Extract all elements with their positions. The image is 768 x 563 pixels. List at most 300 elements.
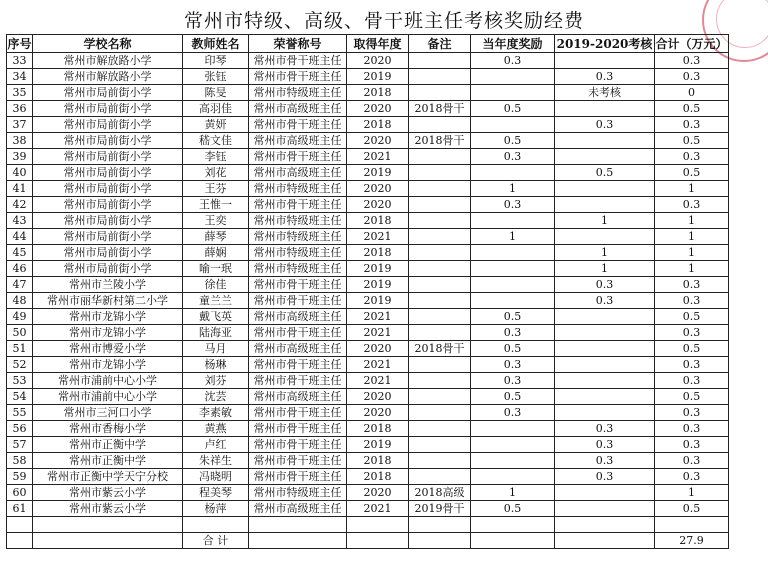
school-name: 常州市龙锦小学 <box>33 309 183 325</box>
assessment-2019-2020 <box>555 325 655 341</box>
table-row <box>7 117 729 133</box>
current-award <box>471 213 555 229</box>
award-year: 2018 <box>347 245 409 261</box>
current-award: 1 <box>471 229 555 245</box>
assessment-2019-2020: 0.3 <box>555 421 655 437</box>
row-no: 40 <box>7 165 33 181</box>
current-award <box>471 261 555 277</box>
current-award <box>471 277 555 293</box>
note <box>409 197 471 213</box>
teacher-name: 印琴 <box>183 53 249 69</box>
assessment-2019-2020 <box>555 229 655 245</box>
current-award: 0.5 <box>471 389 555 405</box>
header-note: 备注 <box>409 35 471 53</box>
row-no: 41 <box>7 181 33 197</box>
row-total: 0.5 <box>655 389 729 405</box>
note <box>409 293 471 309</box>
school-name: 常州市局前街小学 <box>33 149 183 165</box>
award-year: 2020 <box>347 389 409 405</box>
row-no: 44 <box>7 229 33 245</box>
assessment-2019-2020 <box>555 133 655 149</box>
current-award: 1 <box>471 485 555 501</box>
honor-title: 常州市骨干班主任 <box>249 357 347 373</box>
current-award <box>471 165 555 181</box>
row-no: 42 <box>7 197 33 213</box>
table-row <box>7 485 729 501</box>
assessment-2019-2020: 0.3 <box>555 117 655 133</box>
current-award: 0.5 <box>471 341 555 357</box>
row-no: 39 <box>7 149 33 165</box>
teacher-name: 陈旻 <box>183 85 249 101</box>
teacher-name: 程美琴 <box>183 485 249 501</box>
row-total: 0.5 <box>655 341 729 357</box>
note <box>409 85 471 101</box>
school-name: 常州市局前街小学 <box>33 117 183 133</box>
table-row <box>7 341 729 357</box>
award-year: 2018 <box>347 469 409 485</box>
row-no: 51 <box>7 341 33 357</box>
row-total: 1 <box>655 261 729 277</box>
honor-title: 常州市骨干班主任 <box>249 437 347 453</box>
current-award: 0.3 <box>471 405 555 421</box>
current-award: 0.3 <box>471 149 555 165</box>
assessment-2019-2020: 0.5 <box>555 165 655 181</box>
row-no: 61 <box>7 501 33 517</box>
teacher-name: 高羽佳 <box>183 101 249 117</box>
award-year: 2018 <box>347 85 409 101</box>
teacher-name: 冯晓明 <box>183 469 249 485</box>
row-no: 53 <box>7 373 33 389</box>
table-row <box>7 277 729 293</box>
award-year: 2019 <box>347 293 409 309</box>
honor-title: 常州市特级班主任 <box>249 245 347 261</box>
school-name: 常州市龙锦小学 <box>33 325 183 341</box>
award-year: 2020 <box>347 341 409 357</box>
honor-title: 常州市特级班主任 <box>249 213 347 229</box>
header-no: 序号 <box>7 36 32 51</box>
assessment-2019-2020: 0.3 <box>555 469 655 485</box>
assessment-2019-2020 <box>555 373 655 389</box>
assessment-2019-2020: 0.3 <box>555 277 655 293</box>
award-year: 2021 <box>347 309 409 325</box>
honor-title: 常州市高级班主任 <box>249 501 347 517</box>
row-no: 60 <box>7 485 33 501</box>
row-no: 48 <box>7 293 33 309</box>
school-name: 常州市兰陵小学 <box>33 277 183 293</box>
row-no: 52 <box>7 357 33 373</box>
table-row <box>7 389 729 405</box>
school-name: 常州市紫云小学 <box>33 485 183 501</box>
current-award: 0.3 <box>471 357 555 373</box>
teacher-name: 马月 <box>183 341 249 357</box>
note <box>409 277 471 293</box>
table-row <box>7 85 729 101</box>
current-award <box>471 69 555 85</box>
row-no: 46 <box>7 261 33 277</box>
row-no: 58 <box>7 453 33 469</box>
school-name: 常州市局前街小学 <box>33 101 183 117</box>
page-title: 常州市特级、高级、骨干班主任考核奖励经费 <box>183 10 584 32</box>
table-row <box>7 133 729 149</box>
header-assess: 2019-2020考核 <box>555 35 655 53</box>
assessment-2019-2020 <box>555 501 655 517</box>
honor-title: 常州市骨干班主任 <box>249 421 347 437</box>
sum-label: 合 计 <box>183 533 249 549</box>
row-no: 36 <box>7 101 33 117</box>
row-total: 0.3 <box>655 373 729 389</box>
table-row <box>7 373 729 389</box>
note <box>409 325 471 341</box>
honor-title: 常州市高级班主任 <box>249 309 347 325</box>
teacher-name: 杨萍 <box>183 501 249 517</box>
table-row <box>7 229 729 245</box>
current-award: 0.5 <box>471 501 555 517</box>
honor-title: 常州市骨干班主任 <box>249 149 347 165</box>
award-year: 2019 <box>347 165 409 181</box>
award-year: 2021 <box>347 357 409 373</box>
header-year: 取得年度 <box>347 35 409 53</box>
current-award: 0.3 <box>471 53 555 69</box>
school-name: 常州市龙锦小学 <box>33 357 183 373</box>
school-name: 常州市解放路小学 <box>33 69 183 85</box>
row-total: 0 <box>655 85 729 101</box>
assessment-2019-2020: 0.3 <box>555 69 655 85</box>
current-award: 0.5 <box>471 133 555 149</box>
assessment-2019-2020 <box>555 341 655 357</box>
row-total: 0.3 <box>655 293 729 309</box>
row-total: 0.3 <box>655 437 729 453</box>
award-year: 2020 <box>347 133 409 149</box>
school-name: 常州市局前街小学 <box>33 181 183 197</box>
table-row <box>7 357 729 373</box>
note <box>409 117 471 133</box>
header-total: 合计（万元） <box>655 36 728 51</box>
row-no: 55 <box>7 405 33 421</box>
award-year: 2020 <box>347 53 409 69</box>
teacher-name: 王芬 <box>183 181 249 197</box>
honor-title: 常州市高级班主任 <box>249 101 347 117</box>
current-award <box>471 117 555 133</box>
table-row <box>7 245 729 261</box>
award-year: 2021 <box>347 373 409 389</box>
current-award: 0.3 <box>471 197 555 213</box>
note <box>409 405 471 421</box>
table-row <box>7 69 729 85</box>
note: 2018骨干 <box>409 341 471 357</box>
school-name: 常州市紫云小学 <box>33 501 183 517</box>
sum-row <box>7 533 729 549</box>
school-name: 常州市正衡中学天宁分校 <box>33 469 183 485</box>
assessment-2019-2020: 1 <box>555 213 655 229</box>
assessment-2019-2020: 1 <box>555 261 655 277</box>
note <box>409 165 471 181</box>
teacher-name: 王奕 <box>183 213 249 229</box>
header-award: 当年度奖励 <box>471 35 555 53</box>
assessment-2019-2020: 未考核 <box>555 85 655 101</box>
row-total: 1 <box>655 229 729 245</box>
award-table <box>6 34 729 549</box>
honor-title: 常州市骨干班主任 <box>249 197 347 213</box>
teacher-name: 徐佳 <box>183 277 249 293</box>
school-name: 常州市局前街小学 <box>33 229 183 245</box>
award-year: 2020 <box>347 181 409 197</box>
table-row <box>7 325 729 341</box>
row-total: 0.5 <box>655 133 729 149</box>
honor-title: 常州市骨干班主任 <box>249 373 347 389</box>
current-award <box>471 85 555 101</box>
table-row <box>7 421 729 437</box>
award-year: 2021 <box>347 501 409 517</box>
note: 2018骨干 <box>409 133 471 149</box>
honor-title: 常州市高级班主任 <box>249 165 347 181</box>
teacher-name: 张钰 <box>183 69 249 85</box>
current-award: 0.5 <box>471 101 555 117</box>
row-total: 0.5 <box>655 101 729 117</box>
table-row <box>7 197 729 213</box>
honor-title: 常州市高级班主任 <box>249 341 347 357</box>
row-no: 35 <box>7 85 33 101</box>
current-award <box>471 453 555 469</box>
note <box>409 149 471 165</box>
school-name: 常州市三河口小学 <box>33 405 183 421</box>
school-name: 常州市局前街小学 <box>33 261 183 277</box>
teacher-name: 刘芬 <box>183 373 249 389</box>
table-row <box>7 101 729 117</box>
teacher-name: 嵇文佳 <box>183 133 249 149</box>
row-no: 50 <box>7 325 33 341</box>
teacher-name: 戴飞英 <box>183 309 249 325</box>
header-row <box>7 35 729 53</box>
note <box>409 357 471 373</box>
note <box>409 421 471 437</box>
table-row <box>7 261 729 277</box>
school-name: 常州市局前街小学 <box>33 245 183 261</box>
row-no: 56 <box>7 421 33 437</box>
table-row <box>7 469 729 485</box>
teacher-name: 童兰兰 <box>183 293 249 309</box>
row-total: 0.3 <box>655 405 729 421</box>
table-body <box>7 53 729 517</box>
row-total: 1 <box>655 485 729 501</box>
row-total: 0.5 <box>655 165 729 181</box>
row-total: 0.3 <box>655 421 729 437</box>
row-no: 33 <box>7 53 33 69</box>
honor-title: 常州市骨干班主任 <box>249 69 347 85</box>
row-total: 0.3 <box>655 197 729 213</box>
teacher-name: 朱祥生 <box>183 453 249 469</box>
school-name: 常州市正衡中学 <box>33 453 183 469</box>
school-name: 常州市解放路小学 <box>33 53 183 69</box>
honor-title: 常州市骨干班主任 <box>249 405 347 421</box>
award-year: 2020 <box>347 197 409 213</box>
award-year: 2019 <box>347 277 409 293</box>
honor-title: 常州市骨干班主任 <box>249 325 347 341</box>
school-name: 常州市丽华新村第二小学 <box>33 293 183 309</box>
school-name: 常州市局前街小学 <box>33 197 183 213</box>
note <box>409 373 471 389</box>
teacher-name: 卢红 <box>183 437 249 453</box>
assessment-2019-2020 <box>555 181 655 197</box>
row-total: 0.3 <box>655 53 729 69</box>
note <box>409 69 471 85</box>
award-year: 2020 <box>347 101 409 117</box>
award-year: 2020 <box>347 485 409 501</box>
note: 2018骨干 <box>409 101 471 117</box>
row-total: 0.3 <box>655 117 729 133</box>
teacher-name: 黄妍 <box>183 117 249 133</box>
table-row <box>7 293 729 309</box>
school-name: 常州市局前街小学 <box>33 133 183 149</box>
table-row <box>7 501 729 517</box>
teacher-name: 杨琳 <box>183 357 249 373</box>
current-award <box>471 469 555 485</box>
table-row <box>7 453 729 469</box>
current-award <box>471 421 555 437</box>
award-year: 2021 <box>347 149 409 165</box>
assessment-2019-2020: 1 <box>555 245 655 261</box>
school-name: 常州市局前街小学 <box>33 85 183 101</box>
note <box>409 261 471 277</box>
award-year: 2018 <box>347 421 409 437</box>
sum-total: 27.9 <box>655 533 729 549</box>
award-year: 2019 <box>347 69 409 85</box>
teacher-name: 黄燕 <box>183 421 249 437</box>
table-row <box>7 149 729 165</box>
honor-title: 常州市特级班主任 <box>249 261 347 277</box>
teacher-name: 薛琴 <box>183 229 249 245</box>
teacher-name: 李钰 <box>183 149 249 165</box>
row-total: 0.5 <box>655 501 729 517</box>
row-total: 0.3 <box>655 325 729 341</box>
teacher-name: 薛娴 <box>183 245 249 261</box>
row-no: 57 <box>7 437 33 453</box>
row-no: 54 <box>7 389 33 405</box>
row-no: 59 <box>7 469 33 485</box>
award-year: 2021 <box>347 325 409 341</box>
row-total: 0.5 <box>655 309 729 325</box>
assessment-2019-2020: 0.3 <box>555 437 655 453</box>
note <box>409 213 471 229</box>
blank-row <box>7 517 729 533</box>
row-no: 34 <box>7 69 33 85</box>
row-total: 0.3 <box>655 149 729 165</box>
honor-title: 常州市特级班主任 <box>249 229 347 245</box>
row-no: 43 <box>7 213 33 229</box>
award-year: 2019 <box>347 261 409 277</box>
current-award: 0.5 <box>471 309 555 325</box>
award-year: 2020 <box>347 405 409 421</box>
row-total: 0.3 <box>655 453 729 469</box>
school-name: 常州市香梅小学 <box>33 421 183 437</box>
assessment-2019-2020 <box>555 53 655 69</box>
note <box>409 469 471 485</box>
assessment-2019-2020 <box>555 485 655 501</box>
table-row <box>7 181 729 197</box>
award-year: 2018 <box>347 117 409 133</box>
note <box>409 245 471 261</box>
table-row <box>7 405 729 421</box>
table-row <box>7 165 729 181</box>
header-teacher: 教师姓名 <box>183 35 249 53</box>
current-award <box>471 437 555 453</box>
school-name: 常州市博爱小学 <box>33 341 183 357</box>
teacher-name: 沈芸 <box>183 389 249 405</box>
honor-title: 常州市骨干班主任 <box>249 277 347 293</box>
school-name: 常州市正衡中学 <box>33 437 183 453</box>
assessment-2019-2020 <box>555 405 655 421</box>
note <box>409 389 471 405</box>
row-total: 0.3 <box>655 357 729 373</box>
assessment-2019-2020 <box>555 357 655 373</box>
honor-title: 常州市特级班主任 <box>249 485 347 501</box>
assessment-2019-2020 <box>555 149 655 165</box>
current-award <box>471 293 555 309</box>
honor-title: 常州市骨干班主任 <box>249 53 347 69</box>
row-no: 49 <box>7 309 33 325</box>
award-year: 2018 <box>347 453 409 469</box>
teacher-name: 喻一珉 <box>183 261 249 277</box>
current-award: 0.3 <box>471 325 555 341</box>
assessment-2019-2020: 0.3 <box>555 293 655 309</box>
honor-title: 常州市特级班主任 <box>249 181 347 197</box>
row-total: 1 <box>655 245 729 261</box>
header-honor: 荣誉称号 <box>249 35 347 53</box>
current-award: 1 <box>471 181 555 197</box>
table-row <box>7 309 729 325</box>
award-year: 2019 <box>347 437 409 453</box>
assessment-2019-2020: 0.3 <box>555 453 655 469</box>
current-award: 0.3 <box>471 373 555 389</box>
row-total: 0.3 <box>655 469 729 485</box>
row-no: 45 <box>7 245 33 261</box>
honor-title: 常州市特级班主任 <box>249 85 347 101</box>
assessment-2019-2020 <box>555 197 655 213</box>
honor-title: 常州市骨干班主任 <box>249 117 347 133</box>
award-year: 2021 <box>347 229 409 245</box>
row-total: 1 <box>655 213 729 229</box>
note <box>409 181 471 197</box>
honor-title: 常州市高级班主任 <box>249 133 347 149</box>
header-school: 学校名称 <box>33 35 183 53</box>
row-total: 1 <box>655 181 729 197</box>
note <box>409 437 471 453</box>
row-no: 38 <box>7 133 33 149</box>
teacher-name: 李素敏 <box>183 405 249 421</box>
note <box>409 53 471 69</box>
teacher-name: 陆海亚 <box>183 325 249 341</box>
honor-title: 常州市骨干班主任 <box>249 453 347 469</box>
teacher-name: 刘花 <box>183 165 249 181</box>
assessment-2019-2020 <box>555 101 655 117</box>
school-name: 常州市浦前中心小学 <box>33 389 183 405</box>
table-row <box>7 437 729 453</box>
note <box>409 453 471 469</box>
note <box>409 309 471 325</box>
school-name: 常州市浦前中心小学 <box>33 373 183 389</box>
table-row <box>7 213 729 229</box>
row-no: 47 <box>7 277 33 293</box>
note: 2018高级 <box>409 485 471 501</box>
honor-title: 常州市高级班主任 <box>249 389 347 405</box>
school-name: 常州市局前街小学 <box>33 165 183 181</box>
current-award <box>471 245 555 261</box>
teacher-name: 王惟一 <box>183 197 249 213</box>
honor-title: 常州市骨干班主任 <box>249 293 347 309</box>
row-total: 0.3 <box>655 69 729 85</box>
assessment-2019-2020 <box>555 309 655 325</box>
award-year: 2018 <box>347 213 409 229</box>
table-row <box>7 53 729 69</box>
